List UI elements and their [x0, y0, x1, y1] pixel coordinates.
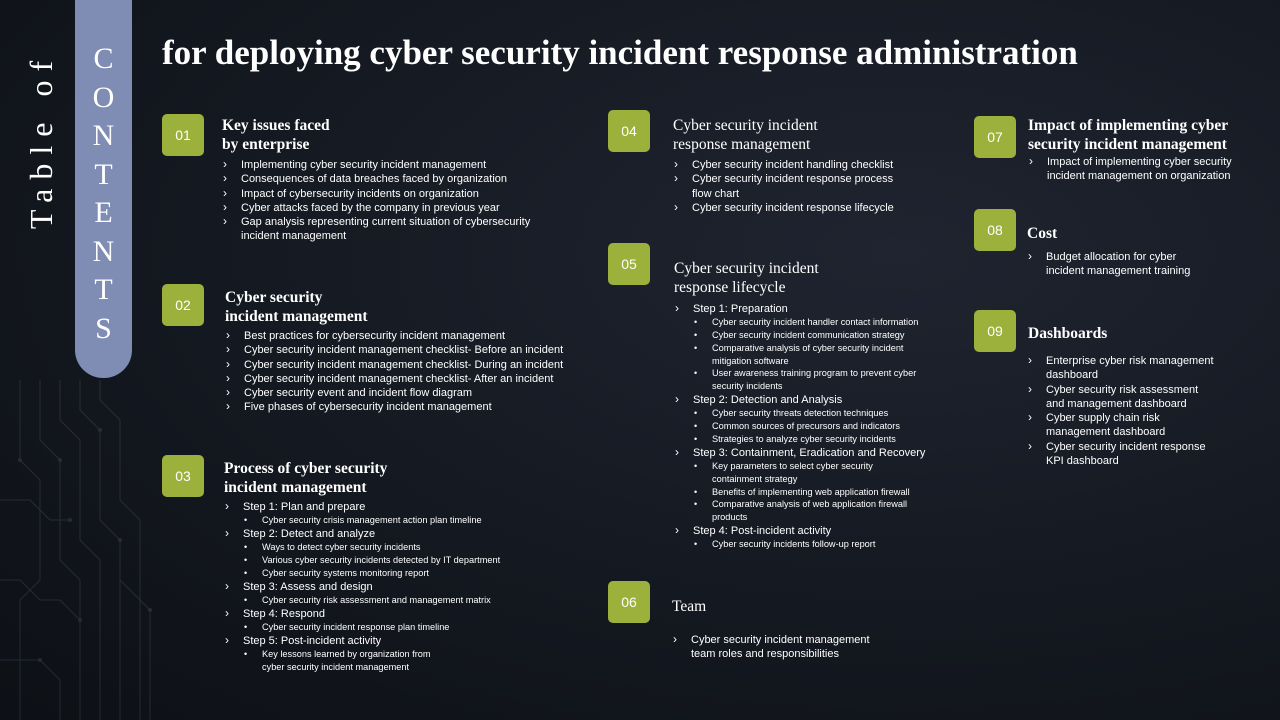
list-item-line: › Step 4: Respond — [243, 607, 325, 620]
sub-item-line: security incidents — [712, 381, 783, 392]
sub-item-line: • Key lessons learned by organization from — [262, 649, 431, 660]
sub-list-item — [243, 541, 500, 554]
sub-list-item — [693, 407, 925, 420]
list-item — [1027, 383, 1214, 412]
list-item-line: › Implementing cyber security incident management — [241, 159, 487, 171]
list-item-line: › Cyber security incident management checklist- After an incident — [244, 372, 554, 385]
sub-item-line: • Benefits of implementing web application firewall — [712, 486, 910, 497]
sub-list-item — [243, 554, 500, 567]
sub-item-line: • Comparative analysis of web application firewall — [712, 499, 908, 510]
section-title-line: Cyber security incident — [674, 260, 819, 277]
list-item — [224, 634, 500, 674]
list-item — [674, 302, 925, 393]
list-item-line: KPI dashboard — [1046, 455, 1119, 468]
list-item-line: incident management — [241, 230, 347, 243]
section-number-badge: 02 — [162, 284, 204, 326]
sub-list-item — [693, 367, 925, 393]
circuit-pattern — [0, 380, 200, 720]
list-item — [1027, 354, 1214, 383]
list-item — [1027, 411, 1214, 440]
sub-item-line: • Cyber security incident communication strategy — [712, 330, 905, 341]
sub-list-item — [243, 648, 500, 674]
list-item-line: dashboard — [1046, 369, 1098, 382]
list-item-line: › Cyber security incident response process — [692, 173, 894, 186]
sub-item-list — [243, 648, 500, 674]
sub-item-line: • Cyber security incidents follow-up report — [712, 539, 876, 550]
list-item — [673, 201, 894, 215]
sub-list-item — [693, 486, 925, 499]
list-item — [1027, 440, 1214, 469]
section-number-badge: 06 — [608, 581, 650, 623]
list-item-line: › Budget allocation for cyber — [1046, 251, 1177, 263]
sub-item-line: • Cyber security risk assessment and management matrix — [262, 595, 491, 606]
list-item-line: management dashboard — [1046, 426, 1166, 439]
list-item-line: › Step 4: Post-incident activity — [693, 525, 832, 538]
list-item-line: › Step 1: Preparation — [693, 303, 788, 315]
pill-letter: E — [94, 196, 113, 229]
sub-item-line: • Cyber security incident response plan timeline — [262, 622, 450, 633]
list-item-line: › Cyber security incident response — [1046, 440, 1206, 453]
sub-item-line: • Common sources of precursors and indicators — [712, 421, 900, 432]
sub-item-line: • Comparative analysis of cyber security incident — [712, 342, 904, 353]
sub-item-line: • User awareness training program to prevent cyber — [712, 368, 917, 379]
section-title-line: response lifecycle — [674, 279, 786, 296]
list-item-line: › Step 5: Post-incident activity — [243, 634, 382, 647]
section-title-line: incident management — [225, 308, 368, 325]
section-title-line: response management — [673, 136, 811, 153]
section-item-list — [672, 633, 870, 662]
section-title — [1027, 224, 1057, 243]
sub-item-line: products — [712, 512, 748, 523]
sub-item-list — [693, 407, 925, 445]
pill-letter: T — [94, 273, 113, 306]
page-title: for deploying cyber security incident response administration — [162, 33, 1078, 72]
sub-list-item — [693, 420, 925, 433]
sub-list-item — [693, 498, 925, 524]
list-item-line: › Step 2: Detection and Analysis — [693, 394, 843, 407]
sub-item-line: • Ways to detect cyber security incidents — [262, 542, 421, 553]
list-item-line: › Step 3: Containment, Eradication and Recovery — [693, 446, 926, 459]
sub-list-item — [693, 538, 925, 551]
pill-letter: T — [94, 157, 113, 191]
sub-item-list — [243, 621, 500, 634]
section-title-line: Cost — [1027, 225, 1058, 242]
list-item — [224, 607, 500, 634]
list-item-line: › Cyber security incident handling checklist — [692, 159, 894, 171]
list-item — [225, 372, 563, 386]
section-title — [673, 116, 818, 154]
list-item-line: › Cyber security incident management checklist- During an incident — [244, 358, 564, 371]
table-of-label — [20, 40, 64, 240]
section-item-list — [1028, 155, 1232, 184]
list-item-line: › Enterprise cyber risk management — [1046, 355, 1214, 367]
section-title-line: Process of cyber security — [224, 460, 388, 477]
list-item-line: › Step 3: Assess and design — [243, 580, 373, 593]
list-item — [225, 358, 563, 372]
section-item-list — [224, 500, 500, 674]
list-item-line: › Gap analysis representing current situation of cybersecurity — [241, 216, 531, 229]
list-item-line: › Cyber security risk assessment — [1046, 383, 1199, 396]
section-number-badge: 03 — [162, 455, 204, 497]
list-item-line: flow chart — [692, 187, 740, 200]
section-title-line: by enterprise — [222, 136, 310, 153]
sub-item-line: • Key parameters to select cyber security — [712, 461, 873, 472]
section-title — [224, 459, 387, 497]
section-title — [1028, 324, 1107, 343]
sub-list-item — [693, 342, 925, 368]
list-item-line: › Five phases of cybersecurity incident management — [244, 401, 492, 414]
section-number-badge: 04 — [608, 110, 650, 152]
section-item-list — [225, 329, 563, 415]
contents-pill — [75, 0, 132, 378]
section-title-line: incident management — [224, 479, 367, 496]
sub-list-item — [243, 567, 500, 580]
list-item-line: › Impact of cybersecurity incidents on organization — [241, 187, 479, 200]
list-item — [1028, 155, 1232, 184]
list-item-line: incident management training — [1046, 265, 1191, 278]
sub-item-line: containment strategy — [712, 473, 798, 484]
sub-item-line: mitigation software — [712, 355, 789, 366]
list-item-line: team roles and responsibilities — [691, 648, 839, 661]
sub-item-list — [693, 538, 925, 551]
list-item-line: › Cyber attacks faced by the company in previous year — [241, 201, 500, 214]
sub-item-line: cyber security incident management — [262, 662, 410, 673]
sub-list-item — [243, 594, 500, 607]
section-title-line: Impact of implementing cyber — [1028, 117, 1229, 134]
list-item — [222, 201, 530, 215]
sub-list-item — [693, 460, 925, 486]
list-item-line: › Best practices for cybersecurity incident management — [244, 330, 506, 342]
list-item — [224, 580, 500, 607]
list-item-line: › Cyber security incident management checklist- Before an incident — [244, 344, 564, 357]
sub-item-list — [243, 594, 500, 607]
list-item — [673, 172, 894, 201]
table-of-text: Table of — [23, 51, 60, 229]
section-number-badge: 01 — [162, 114, 204, 156]
list-item — [225, 329, 563, 343]
list-item — [225, 386, 563, 400]
list-item — [674, 393, 925, 446]
section-item-list — [222, 158, 530, 244]
list-item-line: › Step 1: Plan and prepare — [243, 501, 366, 513]
list-item-line: and management dashboard — [1046, 397, 1187, 410]
section-item-list — [673, 158, 894, 215]
section-title — [1028, 116, 1228, 154]
sub-item-line: • Cyber security systems monitoring report — [262, 567, 429, 578]
sub-item-line: • Cyber security crisis management action plan timeline — [262, 515, 482, 526]
pill-letter: S — [95, 311, 112, 345]
list-item — [222, 215, 530, 244]
list-item — [225, 343, 563, 357]
list-item — [673, 158, 894, 172]
section-number-badge: 07 — [974, 116, 1016, 158]
list-item — [222, 187, 530, 201]
sub-list-item — [693, 316, 925, 329]
list-item — [224, 527, 500, 580]
section-item-list — [674, 302, 925, 551]
sub-item-list — [243, 514, 500, 527]
list-item — [222, 172, 530, 186]
sub-list-item — [693, 329, 925, 342]
pill-letter: N — [92, 234, 115, 268]
section-title-line: Team — [672, 598, 707, 615]
pill-letter: N — [92, 119, 115, 152]
sub-list-item — [243, 514, 500, 527]
section-title — [672, 597, 706, 616]
sub-item-list — [243, 541, 500, 579]
list-item — [225, 400, 563, 414]
list-item — [674, 446, 925, 524]
sub-item-line: • Cyber security threats detection techniques — [712, 408, 889, 419]
list-item — [1027, 250, 1190, 279]
sub-item-line: • Various cyber security incidents detected by IT department — [262, 555, 501, 566]
list-item — [222, 158, 530, 172]
section-title-line: security incident management — [1028, 136, 1227, 153]
section-title-line: Key issues faced — [222, 117, 330, 134]
section-item-list — [1027, 354, 1214, 468]
section-title — [225, 288, 368, 326]
section-title — [674, 259, 819, 297]
sub-item-list — [693, 460, 925, 524]
list-item-line: › Consequences of data breaches faced by organization — [241, 173, 508, 186]
list-item — [224, 500, 500, 527]
sub-list-item — [243, 621, 500, 634]
sub-item-list — [693, 316, 925, 393]
list-item-line: › Cyber supply chain risk — [1046, 412, 1160, 425]
pill-letter: C — [93, 42, 114, 75]
section-number-badge: 05 — [608, 243, 650, 285]
section-title — [222, 116, 330, 154]
list-item-line: › Impact of implementing cyber security — [1047, 156, 1232, 168]
section-title-line: Cyber security — [225, 289, 323, 306]
section-item-list — [1027, 250, 1190, 279]
pill-letter: O — [92, 80, 115, 114]
list-item — [674, 524, 925, 551]
section-number-badge: 09 — [974, 310, 1016, 352]
list-item-line: › Cyber security incident management — [691, 634, 870, 646]
section-number-badge: 08 — [974, 209, 1016, 251]
sub-item-line: • Strategies to analyze cyber security incidents — [712, 433, 896, 444]
sub-item-line: • Cyber security incident handler contact information — [712, 317, 919, 328]
section-title-line: Cyber security incident — [673, 117, 818, 134]
section-title-line: Dashboards — [1028, 325, 1108, 342]
list-item — [672, 633, 870, 662]
list-item-line: › Cyber security event and incident flow diagram — [244, 387, 473, 400]
list-item-line: › Cyber security incident response lifecycle — [692, 201, 894, 214]
list-item-line: › Step 2: Detect and analyze — [243, 528, 376, 541]
sub-list-item — [693, 433, 925, 446]
list-item-line: incident management on organization — [1047, 170, 1231, 183]
